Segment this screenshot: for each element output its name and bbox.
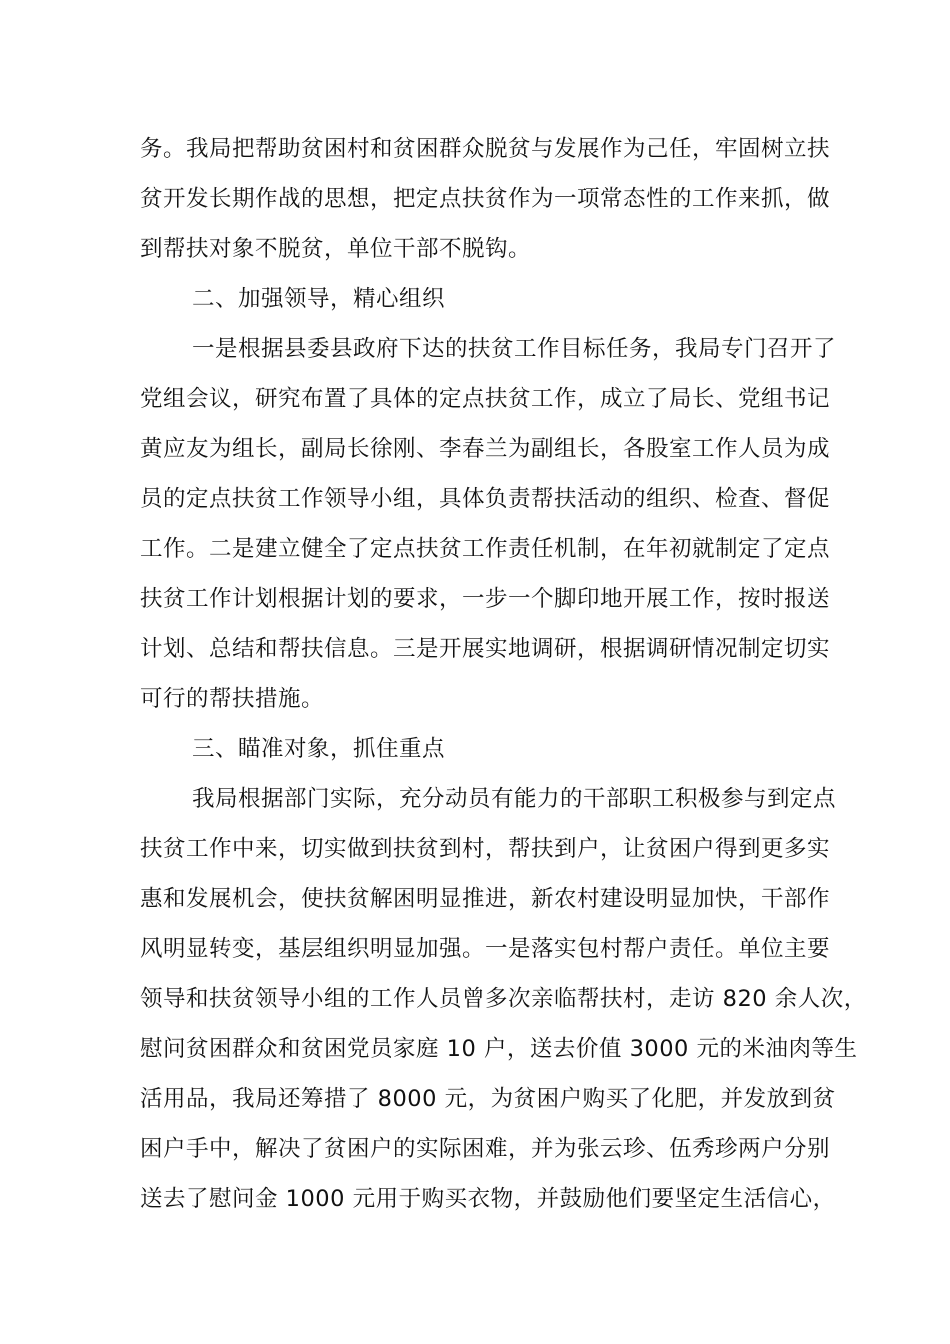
section-heading: 三、瞄准对象，抓住重点 (192, 736, 446, 762)
paragraph-line: 活用品，我局还筹措了 8000 元，为贫困户购买了化肥，并发放到贫 (140, 1086, 836, 1112)
paragraph-line: 困户手中，解决了贫困户的实际困难，并为张云珍、伍秀珍两户分别 (140, 1136, 831, 1162)
paragraph-line: 惠和发展机会，使扶贫解困明显推进，新农村建设明显加快，干部作 (140, 886, 831, 912)
paragraph-line: 到帮扶对象不脱贫，单位干部不脱钩。 (140, 236, 532, 262)
paragraph-line: 风明显转变，基层组织明显加强。一是落实包村帮户责任。单位主要 (140, 936, 831, 962)
paragraph-line: 扶贫工作中来，切实做到扶贫到村，帮扶到户，让贫困户得到更多实 (140, 836, 831, 862)
paragraph-line: 党组会议，研究布置了具体的定点扶贫工作，成立了局长、党组书记 (140, 386, 831, 412)
paragraph-line: 领导和扶贫领导小组的工作人员曾多次亲临帮扶村，走访 820 余人次， (140, 986, 867, 1012)
paragraph-line: 贫开发长期作战的思想，把定点扶贫作为一项常态性的工作来抓，做 (140, 186, 831, 212)
paragraph-line: 工作。二是建立健全了定点扶贫工作责任机制，在年初就制定了定点 (140, 536, 831, 562)
paragraph-line: 计划、总结和帮扶信息。三是开展实地调研，根据调研情况制定切实 (140, 636, 831, 662)
paragraph-line: 黄应友为组长，副局长徐刚、李春兰为副组长，各股室工作人员为成 (140, 436, 831, 462)
paragraph-line: 慰问贫困群众和贫困党员家庭 10 户，送去价值 3000 元的米油肉等生 (140, 1036, 858, 1062)
paragraph-line: 我局根据部门实际，充分动员有能力的干部职工积极参与到定点 (192, 786, 837, 812)
paragraph-line: 送去了慰问金 1000 元用于购买衣物，并鼓励他们要坚定生活信心， (140, 1186, 836, 1212)
paragraph-line: 可行的帮扶措施。 (140, 686, 325, 712)
paragraph-line: 务。我局把帮助贫困村和贫困群众脱贫与发展作为己任，牢固树立扶 (140, 136, 831, 162)
section-heading: 二、加强领导，精心组织 (192, 286, 446, 312)
paragraph-line: 员的定点扶贫工作领导小组，具体负责帮扶活动的组织、检查、督促 (140, 486, 831, 512)
paragraph-line: 扶贫工作计划根据计划的要求，一步一个脚印地开展工作，按时报送 (140, 586, 831, 612)
paragraph-line: 一是根据县委县政府下达的扶贫工作目标任务，我局专门召开了 (192, 336, 837, 362)
